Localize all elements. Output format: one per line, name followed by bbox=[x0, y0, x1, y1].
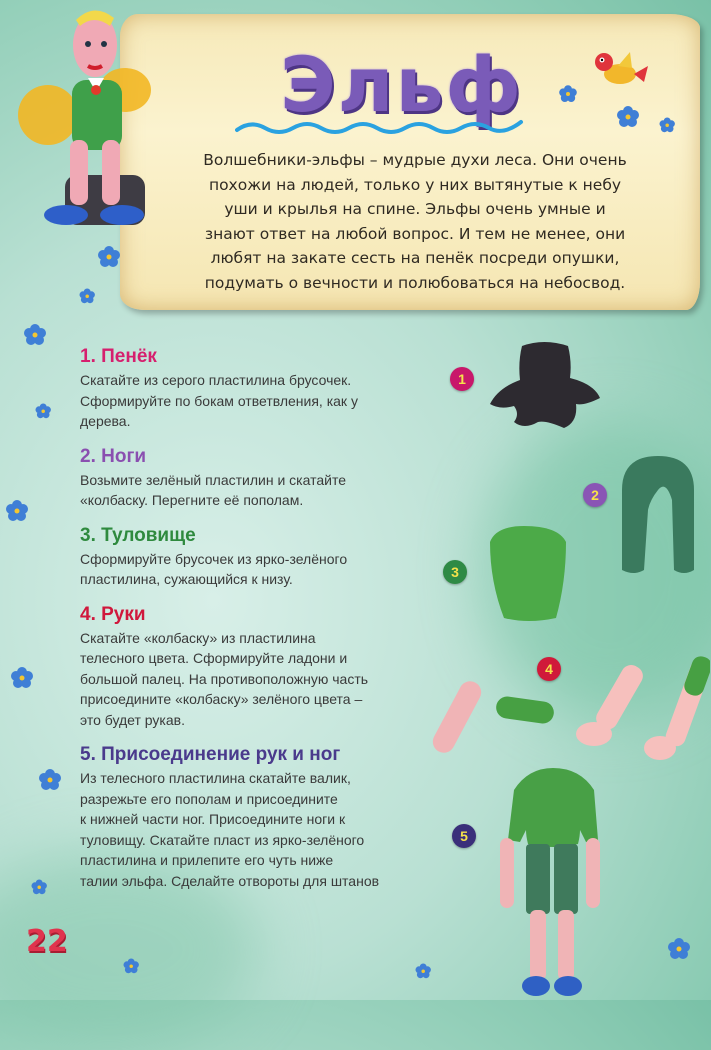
step-text-line: к нижней части ног. Присоедините ноги к bbox=[80, 811, 346, 827]
step-text-line: Скатайте из серого пластилина брусочек. bbox=[80, 372, 352, 388]
step-text-line: Возьмите зелёный пластилин и скатайте bbox=[80, 471, 346, 488]
intro-text bbox=[150, 148, 680, 296]
arm-roll-piece-image bbox=[424, 676, 494, 756]
step-title: 5. Присоединение рук и ног bbox=[80, 744, 341, 765]
step-text-line: туловищу. Скатайте пласт из ярко-зелёного bbox=[80, 831, 365, 848]
step-badge-2: 2 bbox=[583, 483, 607, 507]
stump-piece-image bbox=[484, 338, 614, 434]
legs-piece-image bbox=[608, 450, 708, 580]
hand-piece-image bbox=[570, 658, 650, 758]
step-badge-3: 3 bbox=[443, 560, 467, 584]
page-number: 22 bbox=[26, 924, 68, 959]
step-3 bbox=[80, 525, 440, 590]
step-5 bbox=[80, 744, 440, 891]
flower-icon bbox=[615, 104, 641, 130]
step-2 bbox=[80, 446, 440, 511]
flower-icon bbox=[32, 400, 54, 422]
flower-icon bbox=[76, 285, 98, 307]
step-text-line: дерева. bbox=[80, 413, 131, 429]
step-text-line: Сформируйте брусочек из ярко-зелёного bbox=[80, 550, 348, 567]
flower-icon bbox=[36, 766, 64, 794]
torso-piece-image bbox=[482, 522, 574, 624]
decorative-wave bbox=[235, 118, 525, 136]
flower-icon bbox=[656, 114, 678, 136]
step-text-line: пластилина, сужающийся к низу. bbox=[80, 571, 293, 587]
step-text-line: телесного цвета. Сформируйте ладони и bbox=[80, 650, 348, 666]
step-text-line: Сформируйте по бокам ответвления, как у bbox=[80, 392, 358, 409]
step-title: 3. Туловище bbox=[80, 524, 196, 546]
flower-icon bbox=[4, 498, 30, 524]
step-text-line: это будет рукав. bbox=[80, 711, 185, 728]
flower-icon bbox=[8, 664, 36, 692]
step-text-line: присоедините «колбаску» зелёного цвета – bbox=[80, 691, 363, 707]
step-text-line: пластилина и прилепите его чуть ниже bbox=[80, 852, 334, 868]
bird-icon bbox=[590, 48, 650, 92]
step-text-line: Скатайте «колбаску» из пластилина bbox=[80, 629, 316, 646]
flower-icon bbox=[120, 955, 142, 977]
step-title: 2. Ноги bbox=[80, 445, 147, 467]
intro-line: уши и крылья на спине. Эльфы очень умные и bbox=[224, 200, 606, 219]
elf-figure-image bbox=[10, 0, 160, 250]
step-title: 1. Пенёк bbox=[80, 346, 157, 367]
intro-line: знают ответ на любой вопрос. И тем не менее, они bbox=[204, 224, 626, 243]
flower-icon bbox=[556, 82, 580, 106]
step-text-line: разрежьте его пополам и присоедините bbox=[80, 790, 338, 807]
intro-line: похожи на людей, только у них вытянутые к небу bbox=[208, 175, 622, 194]
arm-with-sleeve-piece-image bbox=[640, 656, 710, 766]
flower-icon bbox=[412, 960, 434, 982]
flower-icon bbox=[94, 242, 124, 272]
step-text-line: «колбаску. Перегните её пополам. bbox=[80, 492, 304, 508]
intro-line: любят на закате сесть на пенёк посреди опушки, bbox=[210, 249, 620, 268]
page-title: Эльф bbox=[280, 40, 523, 129]
sleeve-roll-piece-image bbox=[492, 693, 558, 727]
step-4 bbox=[80, 604, 440, 731]
flower-icon bbox=[28, 876, 50, 898]
step-text-line: талии эльфа. Сделайте отвороты для штанов bbox=[80, 872, 380, 889]
step-1 bbox=[80, 346, 440, 432]
intro-line: Волшебники-эльфы – мудрые духи леса. Они очень bbox=[203, 151, 627, 169]
step-badge-1: 1 bbox=[450, 367, 474, 391]
step-badge-5: 5 bbox=[452, 824, 476, 848]
steps-list bbox=[80, 346, 440, 905]
intro-line: подумать о вечности и полюбоваться на небосвод. bbox=[204, 273, 626, 292]
step-title: 4. Руки bbox=[80, 603, 146, 625]
flower-icon bbox=[666, 936, 692, 962]
step-badge-4: 4 bbox=[537, 657, 561, 681]
assembled-body-image bbox=[498, 760, 608, 1000]
step-text-line: большой палец. На противоположную часть bbox=[80, 670, 369, 687]
step-text-line: Из телесного пластилина скатайте валик, bbox=[80, 770, 351, 786]
flower-icon bbox=[20, 320, 50, 350]
